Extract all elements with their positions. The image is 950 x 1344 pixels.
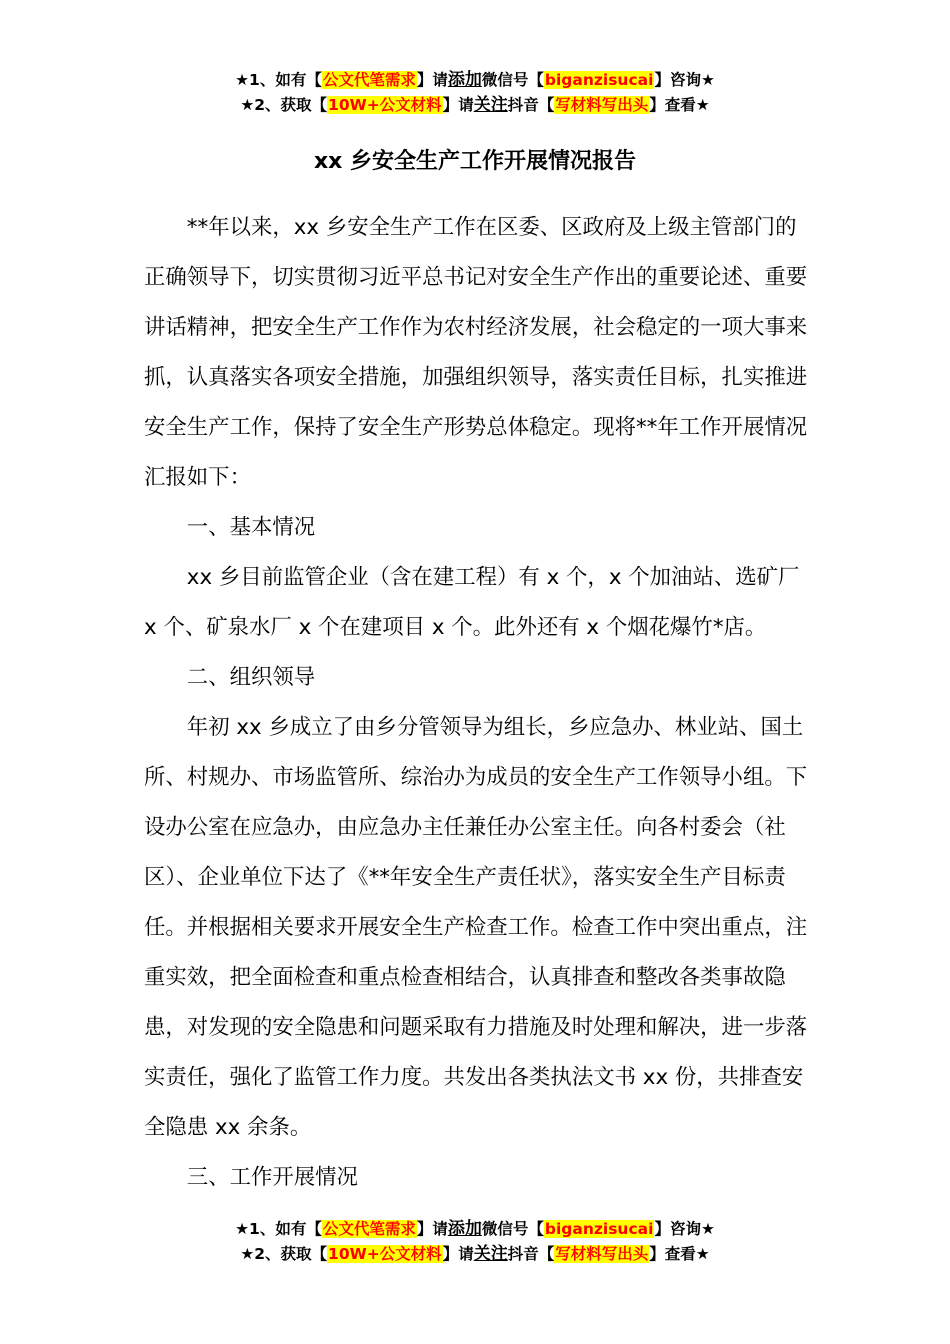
ad-text: 】咨询★ [654,1220,715,1238]
highlight-materials: 10W+公文材料 [328,1245,442,1263]
ad-text: 】请 [416,1220,448,1238]
section-heading-1: 一、基本情况 [186,515,316,540]
ad-text: 微信号【 [481,71,544,89]
ad-text: 】查看★ [649,96,710,114]
underlined-word: 关注 [473,95,508,115]
paragraph-basic-info: xx 乡目前监管企业（含在建工程）有 x 个，x 个加油站、选矿厂 x 个、矿泉水厂 x 个在建项目 x 个。此外还有 x 个烟花爆竹*店。 [144,565,800,640]
paragraph-organization: 年初 xx 乡成立了由乡分管领导为组长，乡应急办、林业站、国土所、村规办、市场监管所、综治办为成员的安全生产工作领导小组。下设办公室在应急办，由应急办主任兼任办公室主任。向各村委会（社区）、企业单位下达了《**年安全生产责任状》，落实安全生产目标责任。并根据相关要求开展安全生产检查工作。检查工作中突出重点，注重实效，把全面检查和重点检查相结合，认真排查和整改各类事故隐患，对发现的安全隐患和问题采取有力措施及时处理和解决，进一步落实责任，强化了监管工作力度。共发出各类执法文书 xx 份，共排查安全隐患 xx 余条。 [144,715,808,1140]
ad-line-2 [0,1242,950,1267]
ad-text: ★2、获取【 [240,96,328,114]
ad-text: 抖音【 [507,96,555,114]
underlined-word: 添加 [447,1219,482,1239]
ad-text: ★2、获取【 [240,1245,328,1263]
ad-line-1 [0,68,950,93]
ad-text: 】请 [442,96,474,114]
ad-text: 】查看★ [649,1245,710,1263]
ad-text: 】请 [442,1245,474,1263]
highlight-service: 公文代笔需求 [322,1220,416,1238]
highlight-service: 公文代笔需求 [322,71,416,89]
section-heading-2: 二、组织领导 [186,665,316,690]
document-body [144,203,810,1203]
ad-text: 微信号【 [481,1220,544,1238]
highlight-wechat-id: biganzisucai [544,71,654,89]
highlight-douyin-account: 写材料写出头 [555,96,649,114]
ad-line-1 [0,1217,950,1242]
underlined-word: 关注 [473,1244,508,1264]
document-title: xx 乡安全生产工作开展情况报告 [313,149,637,174]
ad-text: 】咨询★ [654,71,715,89]
ad-line-2 [0,93,950,118]
highlight-wechat-id: biganzisucai [544,1220,654,1238]
highlight-douyin-account: 写材料写出头 [555,1245,649,1263]
highlight-materials: 10W+公文材料 [328,96,442,114]
ad-text: 】请 [416,71,448,89]
ad-text: ★1、如有【 [235,71,322,89]
underlined-word: 添加 [447,70,482,90]
ad-text: ★1、如有【 [235,1220,322,1238]
header-ad-banner [0,68,950,118]
section-heading-3: 三、工作开展情况 [186,1165,358,1190]
ad-text: 抖音【 [507,1245,555,1263]
paragraph-intro: **年以来，xx 乡安全生产工作在区委、区政府及上级主管部门的正确领导下，切实贯彻习近平总书记对安全生产作出的重要论述、重要讲话精神，把安全生产工作作为农村经济发展，社会稳定的一项大事来抓，认真落实各项安全措施，加强组织领导，落实责任目标，扎实推进安全生产工作，保持了安全生产形势总体稳定。现将**年工作开展情况汇报如下： [144,215,808,490]
footer-ad-banner [0,1217,950,1267]
